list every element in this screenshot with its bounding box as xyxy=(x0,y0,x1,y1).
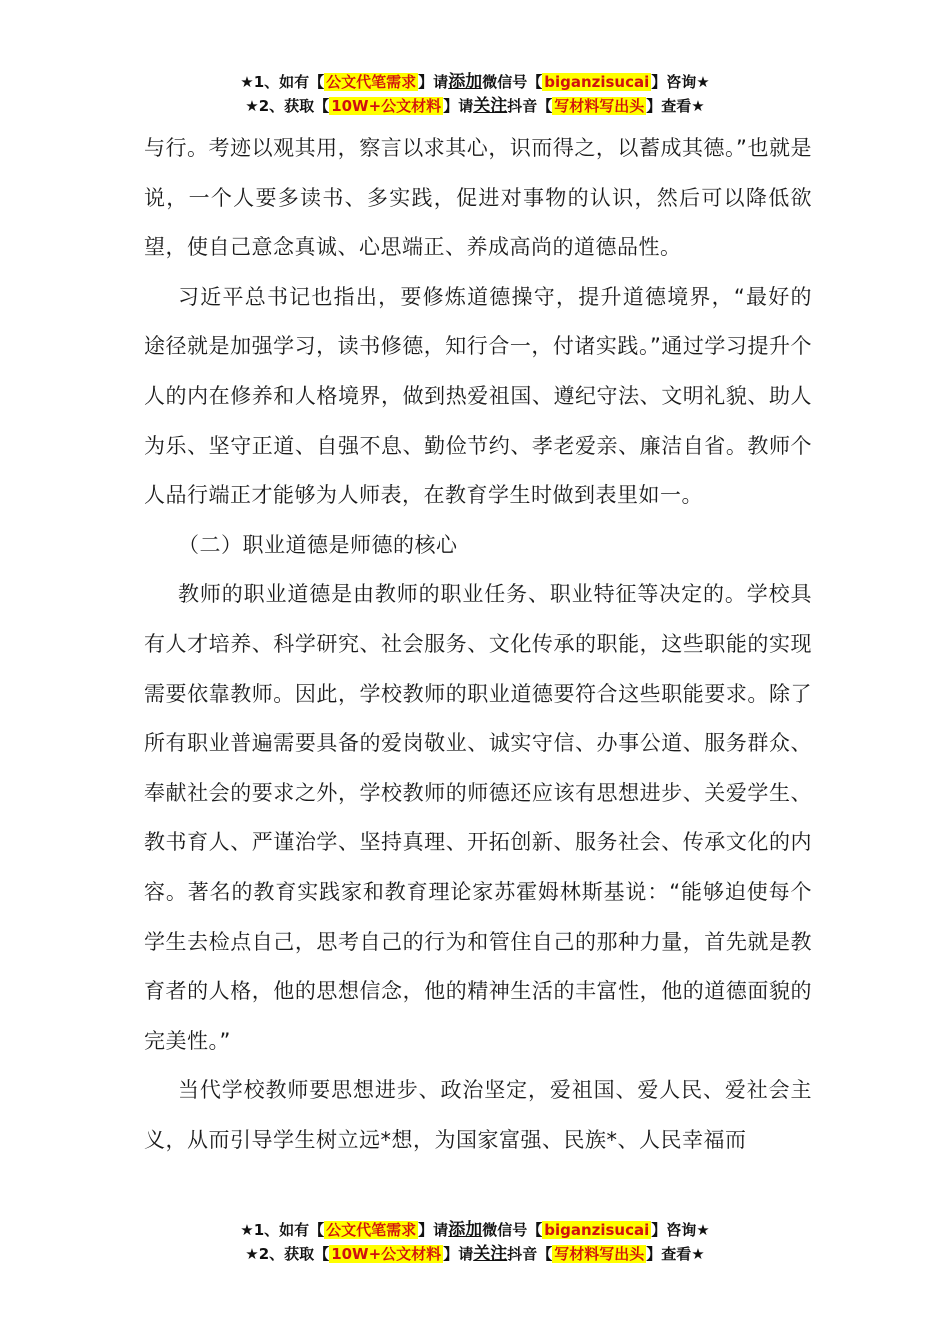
footer-line-1: ★1、如有【 公文代笔需求 】请添加微信号【 biganzisucai 】咨询★ xyxy=(240,1220,710,1240)
document-body xyxy=(144,124,812,1165)
highlight-wechat-id: biganzisucai xyxy=(544,1221,650,1239)
section-heading: （二）职业道德是师德的核心 xyxy=(178,532,458,557)
emphasis-add: 添加 xyxy=(448,72,483,92)
emphasis-follow: 关注 xyxy=(473,1244,508,1264)
highlight-douyin-name: 写材料写出头 xyxy=(554,97,645,115)
footer-line-2: ★2、获取【 10W+公文材料 】请关注抖音【 写材料写出头 】查看★ xyxy=(245,1244,705,1264)
emphasis-add: 添加 xyxy=(448,1220,483,1240)
highlight-service: 公文代笔需求 xyxy=(326,73,417,91)
header-line-2: ★2、获取【 10W+公文材料 】请关注抖音【 写材料写出头 】查看★ xyxy=(245,96,705,116)
highlight-materials: 10W+公文材料 xyxy=(331,1245,442,1263)
header-banner xyxy=(0,70,950,118)
paragraph: 当代学校教师要思想进步、政治坚定，爱祖国、爱人民、爱社会主义，从而引导学生树立远*想，为国家富强、民族*、人民幸福而 xyxy=(144,1078,812,1152)
highlight-service: 公文代笔需求 xyxy=(326,1221,417,1239)
paragraph: 教师的职业道德是由教师的职业任务、职业特征等决定的。学校具有人才培养、科学研究、社会服务、文化传承的职能，这些职能的实现需要依靠教师。因此，学校教师的职业道德要符合这些职能要求。除了所有职业普遍需要具备的爱岗敬业、诚实守信、办事公道、服务群众、奉献社会的要求之外，学校教师的师德还应该有思想进步、关爱学生、教书育人、严谨治学、坚持真理、开拓创新、服务社会、传承文化的内容。著名的教育实践家和教育理论家苏霍姆林斯基说：“能够迫使每个学生去检点自己，思考自己的行为和管住自己的那种力量，首先就是教育者的人格，他的思想信念，他的精神生活的丰富性，他的道德面貌的完美性。” xyxy=(144,582,812,1053)
highlight-wechat-id: biganzisucai xyxy=(544,73,650,91)
paragraph: 习近平总书记也指出，要修炼道德操守，提升道德境界，“最好的途径就是加强学习，读书修德，知行合一，付诸实践。”通过学习提升个人的内在修养和人格境界，做到热爱祖国、遵纪守法、文明礼貌、助人为乐、坚守正道、自强不息、勤俭节约、孝老爱亲、廉洁自省。教师个人品行端正才能够为人师表，在教育学生时做到表里如一。 xyxy=(144,284,812,508)
emphasis-follow: 关注 xyxy=(473,96,508,116)
header-line-1: ★1、如有【 公文代笔需求 】请添加微信号【 biganzisucai 】咨询★ xyxy=(240,72,710,92)
paragraph: 与行。考迹以观其用，察言以求其心，识而得之，以蓄成其德。”也就是说，一个人要多读书、多实践，促进对事物的认识，然后可以降低欲望，使自己意念真诚、心思端正、养成高尚的道德品性。 xyxy=(144,136,812,260)
highlight-materials: 10W+公文材料 xyxy=(331,97,442,115)
footer-banner xyxy=(0,1218,950,1266)
highlight-douyin-name: 写材料写出头 xyxy=(554,1245,645,1263)
